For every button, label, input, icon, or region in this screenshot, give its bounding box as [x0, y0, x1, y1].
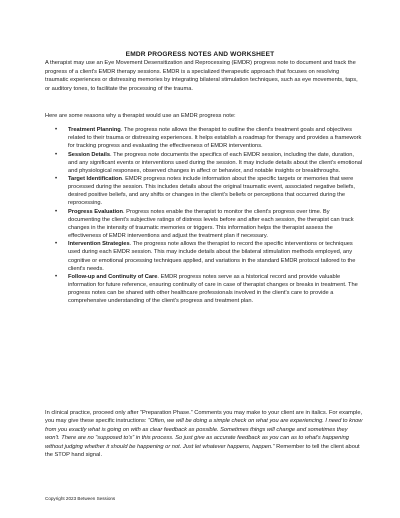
- list-item: [45, 208, 363, 240]
- bullet-icon: •: [55, 176, 58, 183]
- list-item: [45, 151, 363, 175]
- list-item-term: Session Details: [68, 151, 111, 158]
- closing-text-end: Remember to tell the client about the STOP hand signal.: [45, 443, 360, 459]
- bullet-icon: •: [55, 274, 58, 281]
- reasons-list: [45, 126, 363, 306]
- bullet-icon: •: [55, 127, 58, 133]
- page-title: EMDR PROGRESS NOTES AND WORKSHEET: [125, 51, 275, 59]
- list-item: [45, 240, 363, 272]
- list-item: [45, 126, 363, 150]
- list-item: [45, 273, 363, 305]
- list-item-term: Treatment Planning: [68, 127, 121, 133]
- list-item-text: . The progress note allows the therapist to record the specific interventions or techniques used during each EMDR session. This may include details about the bilateral stimulation methods employed, any cognitive or emotional processing techniques applied, and variations in the standard EMDR protocol tailored to the client's needs.: [68, 241, 356, 272]
- lead-paragraph: Here are some reasons why a therapist would use an EMDR progress note:: [45, 113, 236, 119]
- list-item-term: Intervention Strategies: [68, 241, 130, 248]
- closing-italic-quote: “Often, we will be doing a simple check on what you are experiencing. I need to know from you exactly what is going on with as clear feedback as possible. Sometimes things will change and sometimes they won't. There are no “supposed to's” in this process. So just give as accurate feedback as you can as to what's happening without judging whether it should be happening or not. Just let whatever happens, happen.”: [45, 418, 363, 450]
- closing-paragraph: [45, 409, 363, 459]
- list-item-text: . The progress note documents the specifics of each EMDR session, including the date, duration, and any significant events or interventions used during the session. It may include details about the client's emotional and physiological responses, observed changes in affect or behavior, and notable insights or breakthroughs.: [68, 151, 363, 174]
- list-item-text: . EMDR progress notes serve as a historical record and provide valuable information for future reference, ensuring continuity of care in case of therapist changes or breaks in treatment. The progress notes can be shared with other healthcare professionals involved in the client's care to provide a comprehensive understanding of the client's progress and treatment plan.: [68, 274, 358, 305]
- bullet-icon: •: [55, 241, 58, 248]
- intro-paragraph: A therapist may use an Eye Movement Desensitization and Reprocessing (EMDR) progress note to document and track the progress of a client's EMDR therapy sessions. EMDR is a specialized therapeutic approach that focuses on resolving traumatic experiences or distressing memories by integrating bilateral stimulation techniques, such as eye movements, taps, or auditory tones, to facilitate the processing of the trauma.: [45, 60, 358, 92]
- list-item: [45, 175, 363, 207]
- list-item-term: Follow-up and Continuity of Care: [68, 274, 158, 281]
- bullet-icon: •: [55, 151, 58, 158]
- list-item-text: . EMDR progress notes include information about the specific targets or memories that were processed during the session. This includes details about the original traumatic event, associated negative beliefs, desired positive beliefs, and any shifts or changes in the client's beliefs or perceptions that occurred during the reprocessing.: [68, 176, 355, 207]
- list-item-text: . Progress notes enable the therapist to monitor the client's progress over time. By documenting the client's subjective ratings of distress levels before and after each session, the therapist can track changes in the intensity of traumatic memories or triggers. This information helps the therapist assess the effectiveness of EMDR interventions and adjust the treatment plan if necessary.: [68, 208, 354, 239]
- bullet-icon: •: [55, 208, 58, 215]
- closing-text-start: In clinical practice, proceed only after “Preparation Phase.” Comments you may make to your client are in italics. For example, you may give these specific instructions:: [45, 410, 363, 425]
- copyright-footer: Copyright 2023 Between Sessions: [45, 496, 116, 501]
- list-item-term: Target Identification: [68, 176, 122, 183]
- list-item-term: Progress Evaluation: [68, 208, 123, 215]
- list-item-text: . The progress note allows the therapist to outline the client's treatment goals and objectives related to their trauma or distressing experiences. It helps establish a roadmap for therapy and provides a framework for tracking progress and evaluating the effectiveness of EMDR interventions.: [68, 127, 362, 150]
